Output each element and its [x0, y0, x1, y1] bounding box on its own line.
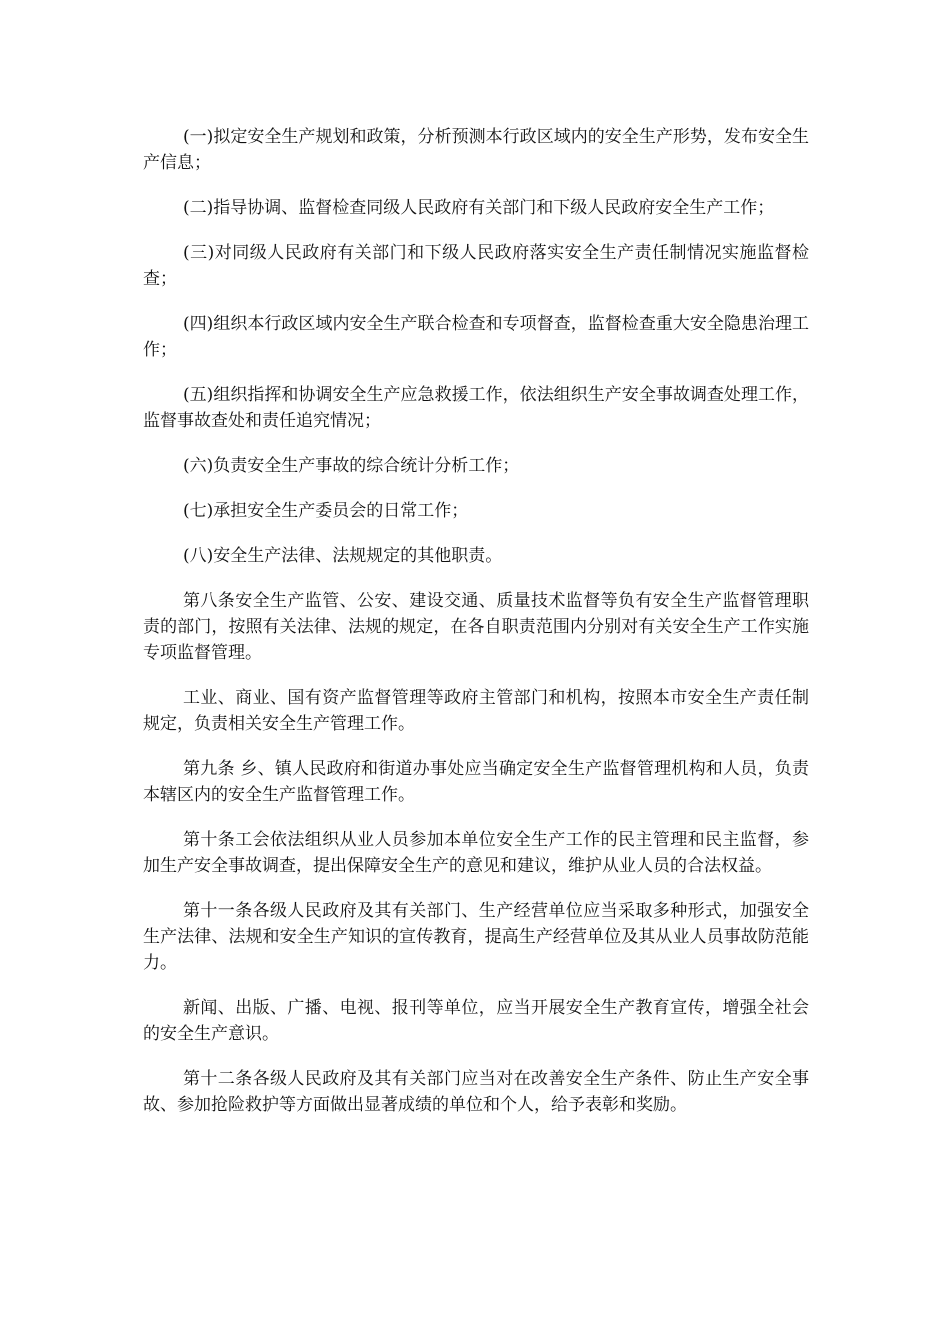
- paragraph-article-11: 第十一条各级人民政府及其有关部门、生产经营单位应当采取多种形式，加强安全生产法律、法规和安全生产知识的宣传教育，提高生产经营单位及其从业人员事故防范能力。: [143, 901, 809, 973]
- document-page: [143, 124, 809, 1137]
- paragraph-article-10: 第十条工会依法组织从业人员参加本单位安全生产工作的民主管理和民主监督，参加生产安全事故调查，提出保障安全生产的意见和建议，维护从业人员的合法权益。: [143, 830, 809, 876]
- paragraph-duty-2: (二)指导协调、监督检查同级人民政府有关部门和下级人民政府安全生产工作；: [183, 198, 775, 218]
- paragraph-duty-1: (一)拟定安全生产规划和政策，分析预测本行政区域内的安全生产形势，发布安全生产信息；: [143, 127, 809, 173]
- paragraph-duty-4: (四)组织本行政区域内安全生产联合检查和专项督查，监督检查重大安全隐患治理工作；: [143, 314, 809, 360]
- paragraph-article-11-clause-2: 新闻、出版、广播、电视、报刊等单位，应当开展安全生产教育宣传，增强全社会的安全生产意识。: [143, 998, 809, 1044]
- paragraph-article-12: 第十二条各级人民政府及其有关部门应当对在改善安全生产条件、防止生产安全事故、参加抢险救护等方面做出显著成绩的单位和个人，给予表彰和奖励。: [143, 1069, 809, 1115]
- paragraph-duty-6: (六)负责安全生产事故的综合统计分析工作；: [183, 456, 520, 476]
- paragraph-duty-5: (五)组织指挥和协调安全生产应急救援工作，依法组织生产安全事故调查处理工作，监督事故查处和责任追究情况；: [143, 385, 809, 431]
- paragraph-article-9: 第九条 乡、镇人民政府和街道办事处应当确定安全生产监督管理机构和人员，负责本辖区内的安全生产监督管理工作。: [143, 759, 809, 805]
- paragraph-article-8-clause-2: 工业、商业、国有资产监督管理等政府主管部门和机构，按照本市安全生产责任制规定，负责相关安全生产管理工作。: [143, 688, 809, 734]
- paragraph-duty-8: (八)安全生产法律、法规规定的其他职责。: [183, 546, 503, 566]
- paragraph-article-8: 第八条安全生产监管、公安、建设交通、质量技术监督等负有安全生产监督管理职责的部门，按照有关法律、法规的规定，在各自职责范围内分别对有关安全生产工作实施专项监督管理。: [143, 591, 809, 663]
- paragraph-duty-7: (七)承担安全生产委员会的日常工作；: [183, 501, 469, 521]
- paragraph-duty-3: (三)对同级人民政府有关部门和下级人民政府落实安全生产责任制情况实施监督检查；: [143, 243, 809, 289]
